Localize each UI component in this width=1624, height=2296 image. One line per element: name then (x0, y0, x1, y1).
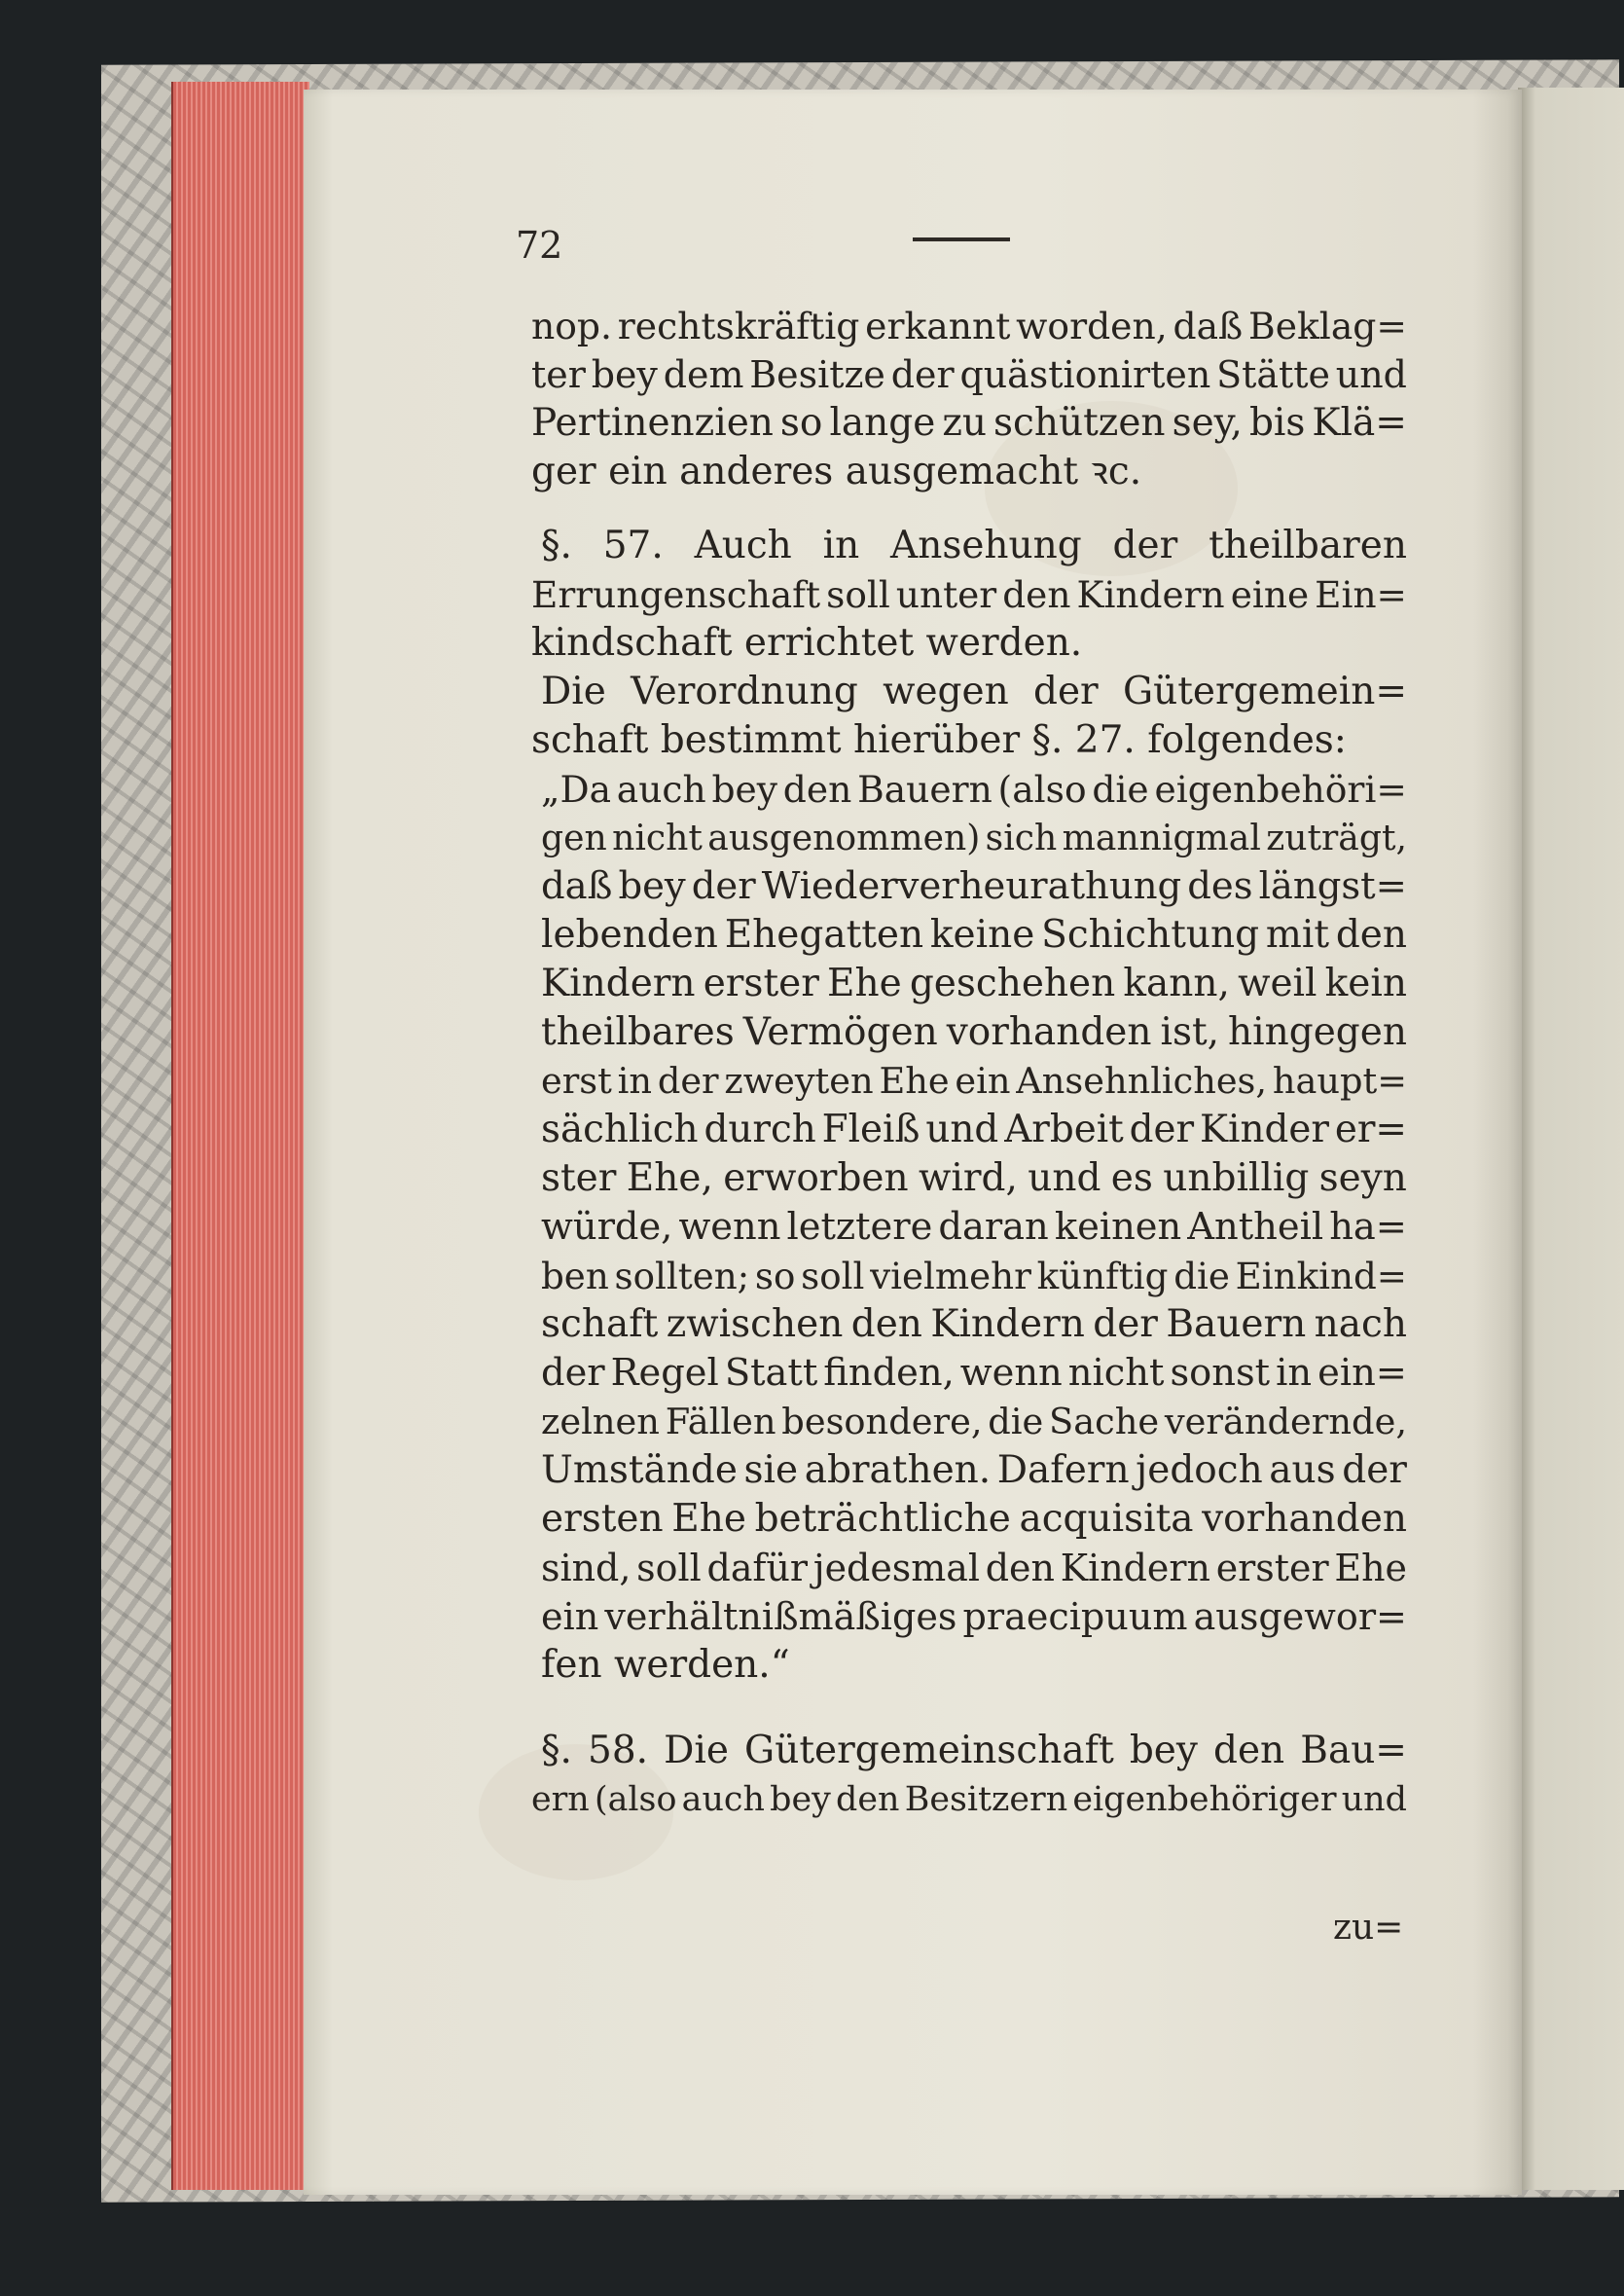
text-line: nop. rechtskräftig erkannt worden, daß Beklag= (531, 305, 1407, 347)
header-rule (913, 237, 1010, 241)
quote-line: gen nicht ausgenommen) sich mannigmal zuträgt, (541, 817, 1407, 858)
quote-line: lebenden Ehegatten keine Schichtung mit den (541, 913, 1407, 957)
quote-line: ersten Ehe beträchtliche acquisita vorhanden (541, 1497, 1407, 1541)
text-line: kindschaft errichtet werden. (531, 621, 1083, 665)
quote-line: ein verhältnißmäßiges praecipuum ausgewor= (541, 1595, 1407, 1638)
text-line: ern (also auch bey den Besitzern eigenbehöriger und (531, 1780, 1407, 1819)
catchword: zu= (1333, 1908, 1404, 1948)
section-heading-57: §. 57. Auch in Ansehung der theilbaren (541, 524, 1407, 567)
text-line: Pertinenzien so lange zu schützen sey, bis Klä= (531, 401, 1407, 445)
quote-line: schaft zwischen den Kindern der Bauern nach (541, 1302, 1407, 1346)
quote-line: daß bey der Wiederverheurathung des längst= (541, 864, 1407, 908)
quote-line: ben sollten; so soll vielmehr künftig die Einkind= (541, 1255, 1407, 1297)
quote-line: erst in der zweyten Ehe ein Ansehnliches, haupt= (541, 1060, 1407, 1102)
text-line: ger ein anderes ausgemacht ꝛc. (531, 450, 1142, 493)
quote-line: der Regel Statt finden, wenn nicht sonst in ein= (541, 1351, 1407, 1395)
text-line: Errungenschaft soll unter den Kindern eine Ein= (531, 573, 1407, 616)
facing-page (1518, 88, 1624, 2190)
quote-line: Umstände sie abrathen. Dafern jedoch aus der (541, 1448, 1407, 1492)
text-line: ter bey dem Besitze der quästionirten Stätte und (531, 353, 1407, 396)
text-line: schaft bestimmt hierüber §. 27. folgendes: (531, 718, 1347, 762)
quote-line: Kindern erster Ehe geschehen kann, weil kein (541, 962, 1407, 1005)
quote-line: „Da auch bey den Bauern (also die eigenbehöri= (541, 768, 1407, 811)
quote-line: würde, wenn letztere daran keinen Antheil ha= (541, 1205, 1407, 1249)
quote-line: sind, soll dafür jedesmal den Kindern erster Ehe (541, 1547, 1407, 1589)
quote-line: ster Ehe, erworben wird, und es unbillig seyn (541, 1156, 1407, 1200)
text-line: Die Verordnung wegen der Gütergemein= (541, 670, 1407, 713)
page-number: 72 (516, 224, 563, 267)
body-text (531, 302, 1407, 1824)
section-heading-58: §. 58. Die Gütergemeinschaft bey den Bau= (541, 1729, 1407, 1772)
quote-line: zelnen Fällen besondere, die Sache verändernde, (541, 1401, 1407, 1442)
quote-line: fen werden.“ (541, 1643, 790, 1687)
quote-line: theilbares Vermögen vorhanden ist, hingegen (541, 1010, 1407, 1054)
page-block-red-edge (171, 82, 309, 2190)
quote-line: sächlich durch Fleiß und Arbeit der Kinder er= (541, 1108, 1407, 1151)
